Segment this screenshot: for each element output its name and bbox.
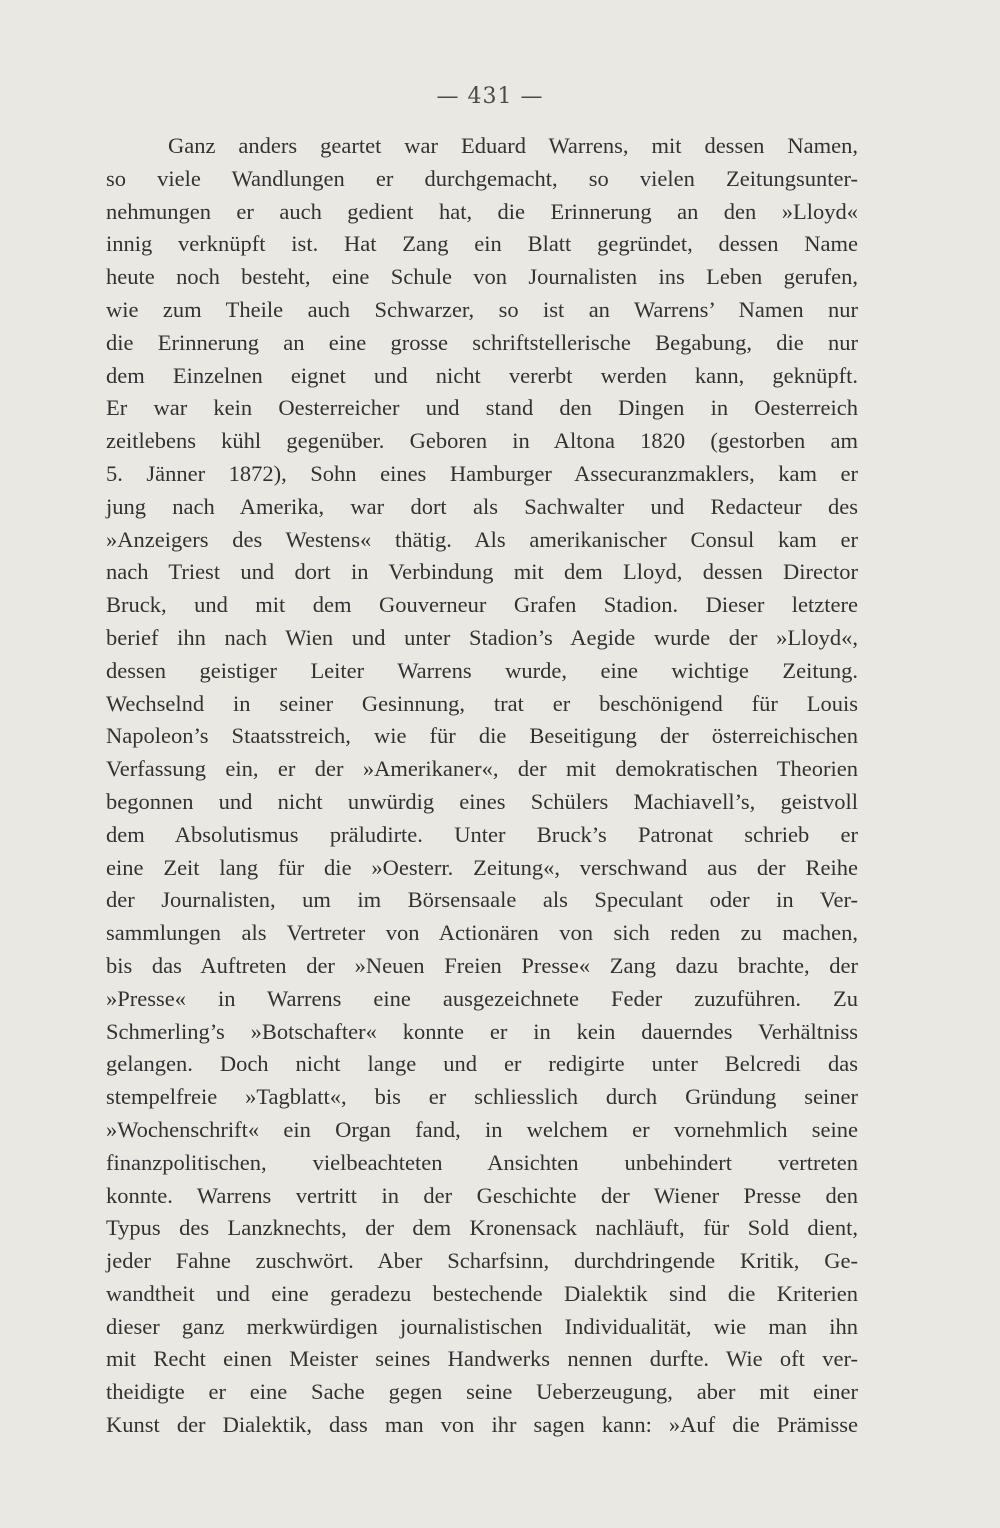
text-line: »Anzeigers des Westens« thätig. Als amerikanischer Consul kam er (106, 526, 858, 552)
text-line: die Erinnerung an eine grosse schriftstellerische Begabung, die nur (106, 329, 858, 355)
text-line: jung nach Amerika, war dort als Sachwalter und Redacteur des (106, 493, 858, 519)
text-line: Verfassung ein, er der »Amerikaner«, der mit demokratischen Theorien (106, 756, 858, 782)
text-line: dieser ganz merkwürdigen journalistischen Individualität, wie man ihn (106, 1313, 858, 1339)
text-line: stempelfreie »Tagblatt«, bis er schliesslich durch Gründung seiner (106, 1084, 858, 1110)
text-line: wie zum Theile auch Schwarzer, so ist an Warrens’ Namen nur (106, 296, 858, 322)
page-number: — 431 — (436, 84, 544, 109)
text-line: jeder Fahne zuschwört. Aber Scharfsinn, durchdringende Kritik, Ge- (106, 1248, 858, 1274)
text-line: dem Einzelnen eignet und nicht vererbt werden kann, geknüpft. (106, 362, 858, 388)
text-line: begonnen und nicht unwürdig eines Schülers Machiavell’s, geistvoll (106, 788, 858, 814)
text-line: eine Zeit lang für die »Oesterr. Zeitung«, verschwand aus der Reihe (106, 854, 858, 880)
text-line: finanzpolitischen, vielbeachteten Ansichten unbehindert vertreten (106, 1149, 858, 1175)
text-line: sammlungen als Vertreter von Actionären von sich reden zu machen, (106, 920, 858, 946)
text-line: theidigte er eine Sache gegen seine Ueberzeugung, aber mit einer (106, 1379, 858, 1405)
text-line: Ganz anders geartet war Eduard Warrens, mit dessen Namen, (168, 133, 858, 158)
text-line: so viele Wandlungen er durchgemacht, so vielen Zeitungsunter- (106, 165, 858, 191)
text-line: Napoleon’s Staatsstreich, wie für die Beseitigung der österreichischen (106, 723, 858, 749)
text-line: nach Triest und dort in Verbindung mit dem Lloyd, dessen Director (106, 559, 858, 585)
text-line: berief ihn nach Wien und unter Stadion’s Aegide wurde der »Lloyd«, (106, 624, 858, 650)
text-line: Kunst der Dialektik, dass man von ihr sagen kann: »Auf die Prämisse (106, 1412, 858, 1438)
text-line: mit Recht einen Meister seines Handwerks nennen durfte. Wie oft ver- (106, 1346, 858, 1372)
text-line: Schmerling’s »Botschafter« konnte er in kein dauerndes Verhältniss (106, 1018, 858, 1044)
text-line: dem Absolutismus präludirte. Unter Bruck’s Patronat schrieb er (106, 821, 858, 847)
body-text (106, 130, 858, 1442)
text-line: »Wochenschrift« ein Organ fand, in welchem er vornehmlich seine (106, 1116, 858, 1142)
text-line: Bruck, und mit dem Gouverneur Grafen Stadion. Dieser letztere (106, 592, 858, 618)
text-line: heute noch besteht, eine Schule von Journalisten ins Leben gerufen, (106, 264, 858, 290)
text-line: dessen geistiger Leiter Warrens wurde, eine wichtige Zeitung. (106, 657, 858, 683)
text-line: innig verknüpft ist. Hat Zang ein Blatt gegründet, dessen Name (106, 231, 858, 257)
text-line: der Journalisten, um im Börsensaale als Speculant oder in Ver- (106, 887, 858, 913)
text-line: zeitlebens kühl gegenüber. Geboren in Altona 1820 (gestorben am (106, 428, 858, 454)
text-line: bis das Auftreten der »Neuen Freien Presse« Zang dazu brachte, der (106, 952, 858, 978)
text-line: »Presse« in Warrens eine ausgezeichnete Feder zuzuführen. Zu (106, 985, 858, 1011)
text-line: nehmungen er auch gedient hat, die Erinnerung an den »Lloyd« (106, 198, 858, 224)
text-line: gelangen. Doch nicht lange und er redigirte unter Belcredi das (106, 1051, 858, 1077)
text-line: 5. Jänner 1872), Sohn eines Hamburger Assecuranzmaklers, kam er (106, 460, 858, 486)
text-line: Er war kein Oesterreicher und stand den Dingen in Oesterreich (106, 395, 858, 421)
text-line: wandtheit und eine geradezu bestechende Dialektik sind die Kriterien (106, 1280, 858, 1306)
text-line: Wechselnd in seiner Gesinnung, trat er beschönigend für Louis (106, 690, 858, 716)
text-line: Typus des Lanzknechts, der dem Kronensack nachläuft, für Sold dient, (106, 1215, 858, 1241)
text-line: konnte. Warrens vertritt in der Geschichte der Wiener Presse den (106, 1182, 858, 1208)
